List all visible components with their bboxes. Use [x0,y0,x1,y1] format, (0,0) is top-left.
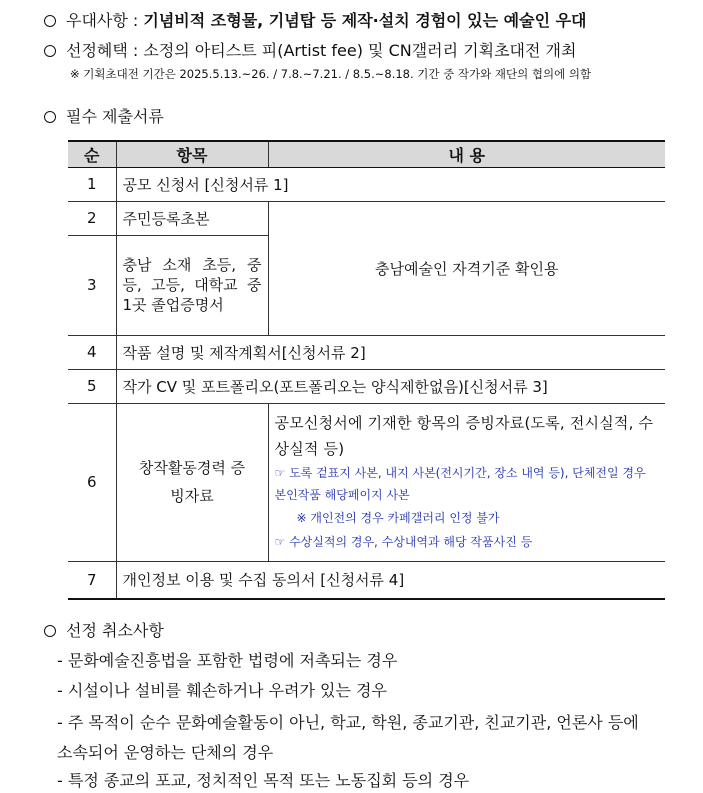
table-row [68,369,665,403]
row-item: 작가 CV 및 포트폴리오(포트폴리오는 양식제한없음)[신청서류 3] [116,369,665,403]
benefit-line [44,38,576,61]
row-item: 공모 신청서 [신청서류 1] [116,167,665,201]
row-item: 작품 설명 및 제작계획서[신청서류 2] [116,335,665,369]
evidence-note-1: ☞ 도록 겉표지 사본, 내지 사본(전시기간, 장소 내역 등), 단체전일 경우 본인작품 해당페이지 사본 [274,466,646,502]
row-item: 주민등록초본 [116,201,268,235]
benefit-note: ※ 기획초대전 기간은 2025.5.13.~26. / 7.8.~7.21. / 8.5.~8.18. 기간 중 작가와 재단의 협의에 의함 [70,67,592,81]
docs-title: 필수 제출서류 [66,107,164,126]
row-no: 3 [68,235,116,335]
row-item: 창작활동경력 증빙자료 [116,403,268,561]
cancel-item: - 시설이나 설비를 훼손하거나 우려가 있는 경우 [57,681,387,700]
preference-line [44,8,587,31]
header-content: 내 용 [268,141,665,167]
evidence-notes [275,462,660,554]
row-no: 2 [68,201,116,235]
table-row [68,167,665,201]
evidence-note-3: ☞ 수상실적의 경우, 수상내역과 해당 작품사진 등 [274,535,533,549]
row-no: 5 [68,369,116,403]
benefit-label: 선정혜택 : [66,41,144,60]
row-item: 충남 소재 초등, 중등, 고등, 대학교 중 1곳 졸업증명서 [116,235,268,335]
cancel-title: 선정 취소사항 [66,621,164,640]
row-no: 1 [68,167,116,201]
row-no: 6 [68,403,116,561]
preference-label: 우대사항 : [66,11,144,30]
table-row [68,403,665,561]
circle-bullet-icon [44,625,56,637]
required-documents-table [68,140,665,600]
evidence-main: 공모신청서에 기재한 항목의 증빙자료(도록, 전시실적, 수상실적 등) [274,414,654,458]
cancel-item: - 문화예술진흥법을 포함한 법령에 저촉되는 경우 [57,651,398,670]
circle-bullet-icon [44,111,56,123]
row-content-evidence [268,403,665,561]
docs-title-line [44,104,164,127]
header-item: 항목 [116,141,268,167]
preference-text: 기념비적 조형물, 기념탑 등 제작·설치 경험이 있는 예술인 우대 [143,11,587,30]
circle-bullet-icon [44,15,56,27]
table-row [68,201,665,235]
evidence-note-2: ※ 개인전의 경우 카페갤러리 인정 불가 [296,511,500,525]
cancel-title-line [44,618,164,641]
cancel-item: - 주 목적이 순수 문화예술활동이 아닌, 학교, 학원, 종교기관, 친교기관, 언론사 등에 소속되어 운영하는 단체의 경우 [57,713,639,762]
row-item: 개인정보 이용 및 수집 동의서 [신청서류 4] [116,561,665,599]
row-no: 4 [68,335,116,369]
benefit-text: 소정의 아티스트 피(Artist fee) 및 CN갤러리 기획초대전 개최 [143,41,577,60]
header-no: 순 [68,141,116,167]
row-no: 7 [68,561,116,599]
table-header-row [68,141,665,167]
row-content-qualification: 충남예술인 자격기준 확인용 [268,201,665,335]
table-row [68,335,665,369]
circle-bullet-icon [44,45,56,57]
cancel-item: - 특정 종교의 포교, 정치적인 목적 또는 노동집회 등의 경우 [57,771,470,790]
table-row [68,561,665,599]
